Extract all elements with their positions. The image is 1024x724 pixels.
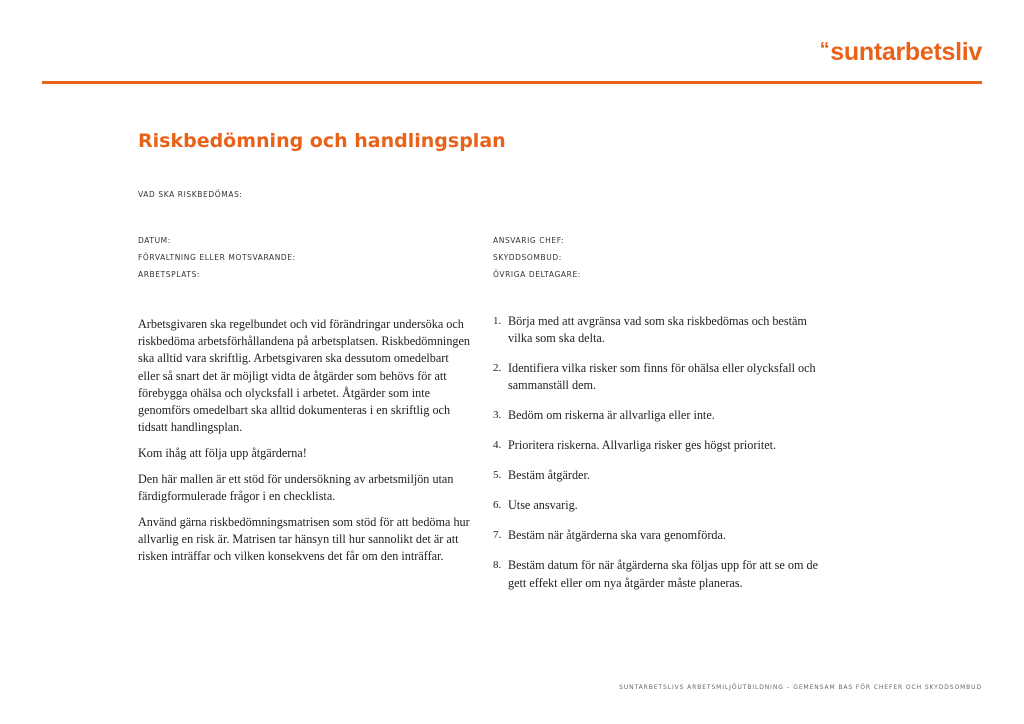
step-text: Identifiera vilka risker som finns för ohälsa eller olycksfall och sammanställ dem. xyxy=(508,361,816,393)
administration-label: FÖRVALTNING ELLER MOTSVARANDE: xyxy=(138,253,296,262)
step-text: Bestäm när åtgärderna ska vara genomförda. xyxy=(508,528,726,543)
step-item xyxy=(493,557,833,591)
intro-paragraph: Använd gärna riskbedömningsmatrisen som stöd för att bedöma hur allvarlig en risk är. Matrisen tar hänsyn till hur sannolikt det är att risken inträffar och vilken konsekvens det får om den inträffar. xyxy=(138,514,470,563)
step-item xyxy=(493,407,833,424)
step-text: Börja med att avgränsa vad som ska riskbedömas och bestäm vilka som ska delta. xyxy=(508,314,807,346)
what-to-assess-label: VAD SKA RISKBEDÖMAS: xyxy=(138,190,243,199)
suntarbetsliv-logo xyxy=(820,38,982,67)
step-item xyxy=(493,497,833,514)
step-text: Bestäm datum för när åtgärderna ska följas upp för att se om de gett effekt eller om nya åtgärder måste planeras. xyxy=(508,558,819,590)
other-participants-label: ÖVRIGA DELTAGARE: xyxy=(493,270,581,279)
logo-text: suntarbetsliv xyxy=(830,38,982,66)
step-item xyxy=(493,360,833,394)
intro-paragraph: Arbetsgivaren ska regelbundet och vid förändringar undersöka och riskbedöma arbetsförhållandena på arbetsplatsen. Riskbedömningen ska alltid vara skriftlig. Arbetsgivaren ska dessutom omedelbart eller så snart det är möjligt vidta de åtgärder som behövs för att förebygga ohälsa och olycksfall i arbetet. Åtgärder som inte genomförs omedelbart ska alltid dokumenteras i en skriftlig och tidsatt handlingsplan. xyxy=(138,317,471,435)
step-text: Prioritera riskerna. Allvarliga risker ges högst prioritet. xyxy=(508,438,777,453)
responsible-manager-label: ANSVARIG CHEF: xyxy=(493,236,565,245)
steps-list xyxy=(493,313,833,605)
page-footer: SUNTARBETSLIVS ARBETSMILJÖUTBILDNING – GEMENSAM BAS FÖR CHEFER OCH SKYDDSOMBUD xyxy=(619,684,982,691)
safety-representative-label: SKYDDSOMBUD: xyxy=(493,253,562,262)
step-number: 8. xyxy=(493,559,502,572)
step-text: Bestäm åtgärder. xyxy=(508,468,590,483)
header-divider xyxy=(42,81,982,84)
page-title: Riskbedömning och handlingsplan xyxy=(138,130,506,152)
step-text: Bedöm om riskerna är allvarliga eller inte. xyxy=(508,408,715,423)
intro-paragraph: Den här mallen är ett stöd för undersökning av arbetsmiljön utan färdigformulerade frågor i en checklista. xyxy=(138,471,454,503)
intro-paragraph: Kom ihåg att följa upp åtgärderna! xyxy=(138,445,307,460)
step-number: 6. xyxy=(493,499,502,512)
date-label: DATUM: xyxy=(138,236,171,245)
step-number: 2. xyxy=(493,362,502,375)
step-number: 3. xyxy=(493,409,502,422)
step-item xyxy=(493,437,833,454)
step-item xyxy=(493,313,833,347)
step-number: 4. xyxy=(493,439,502,452)
workplace-label: ARBETSPLATS: xyxy=(138,270,201,279)
intro-text xyxy=(138,316,473,574)
step-item xyxy=(493,527,833,544)
logo-quote-mark: “ xyxy=(819,39,830,61)
step-number: 1. xyxy=(493,315,502,327)
step-number: 7. xyxy=(493,529,502,542)
step-item xyxy=(493,467,833,484)
form-fields-right xyxy=(493,232,581,283)
form-fields-left xyxy=(138,232,296,283)
step-text: Utse ansvarig. xyxy=(508,498,578,513)
step-number: 5. xyxy=(493,469,502,482)
